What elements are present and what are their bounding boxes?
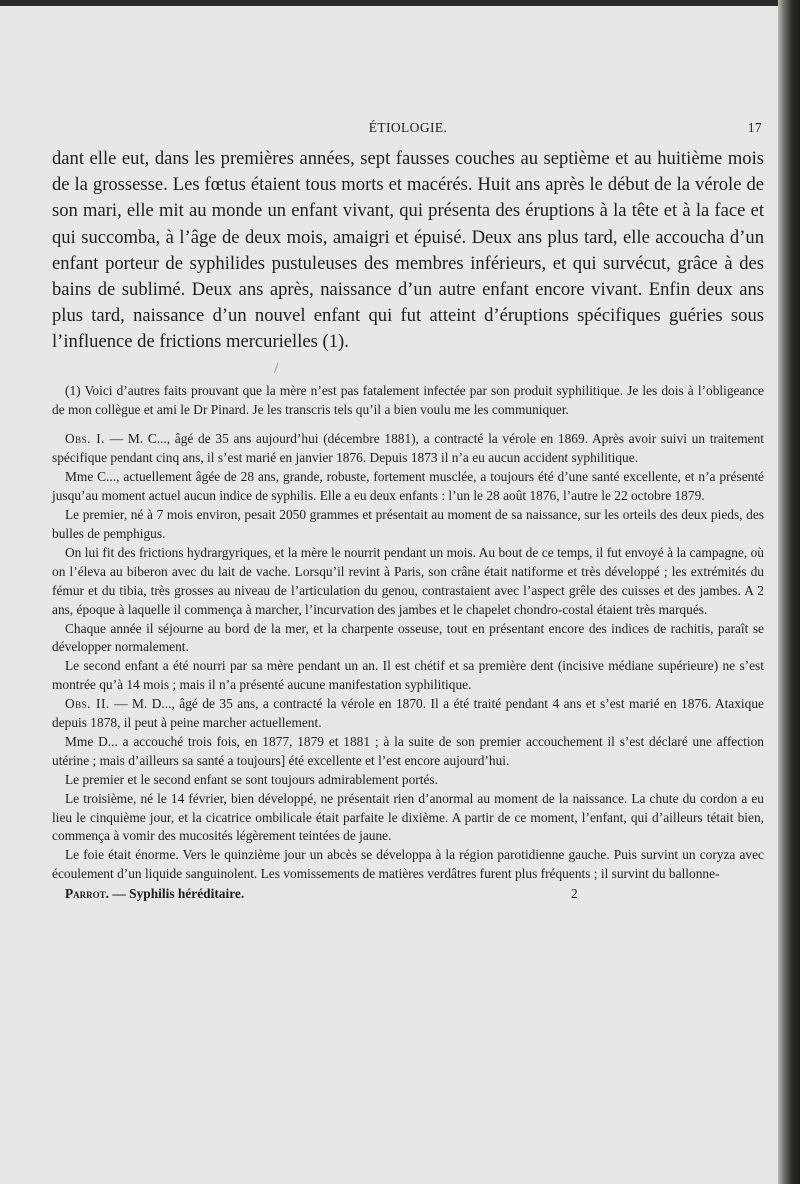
- page-number: 17: [747, 120, 762, 135]
- observation-2-text: — M. D..., âgé de 35 ans, a contracté la vérole en 1870. Il a été traité pendant 4 ans et s’est marié en 1876. Ataxique depuis 1878, il peut à peine marcher actuellement.: [52, 696, 764, 731]
- signature-mark: 2: [571, 886, 578, 902]
- main-text: [52, 146, 764, 356]
- observation-1-label: Obs. I.: [65, 431, 106, 447]
- note-paragraph-troisieme: Le troisième, né le 14 février, bien développé, ne présentait rien d’anormal au moment de la naissance. La chute du cordon a eu lieu le cinquième jour, et la cicatrice ombilicale était parfaite le dixième. A partir de ce moment, l’enfant, qui d’ailleurs tétait bien, commença à vomir des mucosités légèrement teintées de jaune.: [52, 790, 764, 844]
- observation-1: [52, 430, 764, 468]
- footer-book-title: — Syphilis héréditaire.: [109, 886, 245, 902]
- note-paragraph-premier: Le premier, né à 7 mois environ, pesait 2050 grammes et présentait au moment de sa naissance, sur les orteils des deux pieds, des bulles de pemphigus.: [52, 507, 764, 541]
- scan-top-edge: [0, 0, 800, 6]
- note-paragraph-mme-c: Mme C..., actuellement âgée de 28 ans, grande, robuste, fortement musclée, a toujours été d’une santé excellente, et n’a présenté jusqu’au moment actuel aucun indice de syphilis. Elle a eu deux enfants : l’un le 28 août 1876, l’autre le 22 octobre 1879.: [52, 469, 764, 504]
- observation-2: [52, 695, 764, 733]
- book-page: [52, 120, 764, 906]
- footnote-1: (1) Voici d’autres faits prouvant que la mère n’est pas fatalement infectée par son produit syphilitique. Je les dois à l’obligeance de mon collègue et ami le Dr Pinard. Je les transcris tels qu’il a bien voulu me les communiquer.: [52, 382, 764, 417]
- note-paragraph-second: Le second enfant a été nourri par sa mère pendant un an. Il est chétif et sa première dent (incisive médiane supérieure) ne s’est montrée qu’à 14 mois ; mais il n’a présenté aucune manifestation syphilitique.: [52, 658, 764, 693]
- stray-mark: /: [274, 359, 279, 377]
- running-head: [52, 120, 764, 142]
- note-paragraph-chaque: Chaque année il séjourne au bord de la mer, et la charpente osseuse, tout en présentant encore des indices de rachitis, paraît se développer normalement.: [52, 620, 764, 655]
- note-paragraph-mme-d: Mme D... a accouché trois fois, en 1877, 1879 et 1881 ; à la suite de son premier accouchement il s’est déclaré une affection utérine ; mais d’ailleurs sa santé a toujours] été excellente et l’est encore aujourd’hui.: [52, 733, 764, 768]
- observation-1-text: — M. C..., âgé de 35 ans aujourd’hui (décembre 1881), a contracté la vérole en 1869. Après avoir suivi un traitement spécifique pendant cinq ans, il s’est marié en janvier 1876. Depuis 1873 il n’a eu aucun accident syphilitique.: [52, 431, 764, 466]
- note-paragraph-foie: Le foie était énorme. Vers le quinzième jour un abcès se développa à la région parotidienne gauche. Puis survint un coryza avec écoulement d’un liquide sanguinolent. Les vomissements de matières verdâtres furent plus fréquents ; il survint du ballonne-: [52, 847, 764, 882]
- page-footer: [52, 886, 764, 906]
- footnotes: [52, 382, 764, 885]
- body-paragraph: dant elle eut, dans les premières années, sept fausses couches au septième et au huitième mois de la grossesse. Les fœtus étaient tous morts et macérés. Huit ans après le début de la vérole de son mari, elle mit au monde un enfant vivant, qui présenta des éruptions à la tête et à la face et qui succomba, à l’âge de deux mois, amaigri et épuisé. Deux ans plus tard, elle accoucha d’un enfant porteur de syphilides pustuleuses des membres inférieurs, et qui survécut, grâce à des bains de sublimé. Deux ans après, naissance d’un autre enfant encore vivant. Enfin deux ans plus tard, naissance d’un nouvel enfant qui fut atteint d’éruptions spécifiques guéries sous l’influence de frictions mercurielles (1).: [52, 148, 764, 353]
- note-paragraph-frictions: On lui fit des frictions hydrargyriques, et la mère le nourrit pendant un mois. Au bout de ce temps, il fut envoyé à la campagne, où on l’éleva au biberon avec du lait de vache. Lorsqu’il revint à Paris, son crâne était natiforme et très développé ; les extrémités du fémur et du tibia, très grosses au niveau de l’articulation du genou, contrastaient avec l’aspect grêle des cuisses et des jambes. A 2 ans, époque à laquelle il commença à marcher, l’incurvation des jambes et le chapelet chondro-costal étaient très marqués.: [52, 544, 764, 617]
- footer-author-name: Parrot.: [65, 886, 110, 902]
- footer-author: [65, 886, 244, 902]
- running-head-title: ÉTIOLOGIE.: [368, 120, 448, 135]
- note-paragraph-deux: Le premier et le second enfant se sont toujours admirablement portés.: [65, 771, 438, 787]
- scan-right-edge: [778, 0, 800, 1184]
- stray-mark-row: [52, 356, 764, 382]
- observation-2-label: Obs. II.: [65, 696, 110, 712]
